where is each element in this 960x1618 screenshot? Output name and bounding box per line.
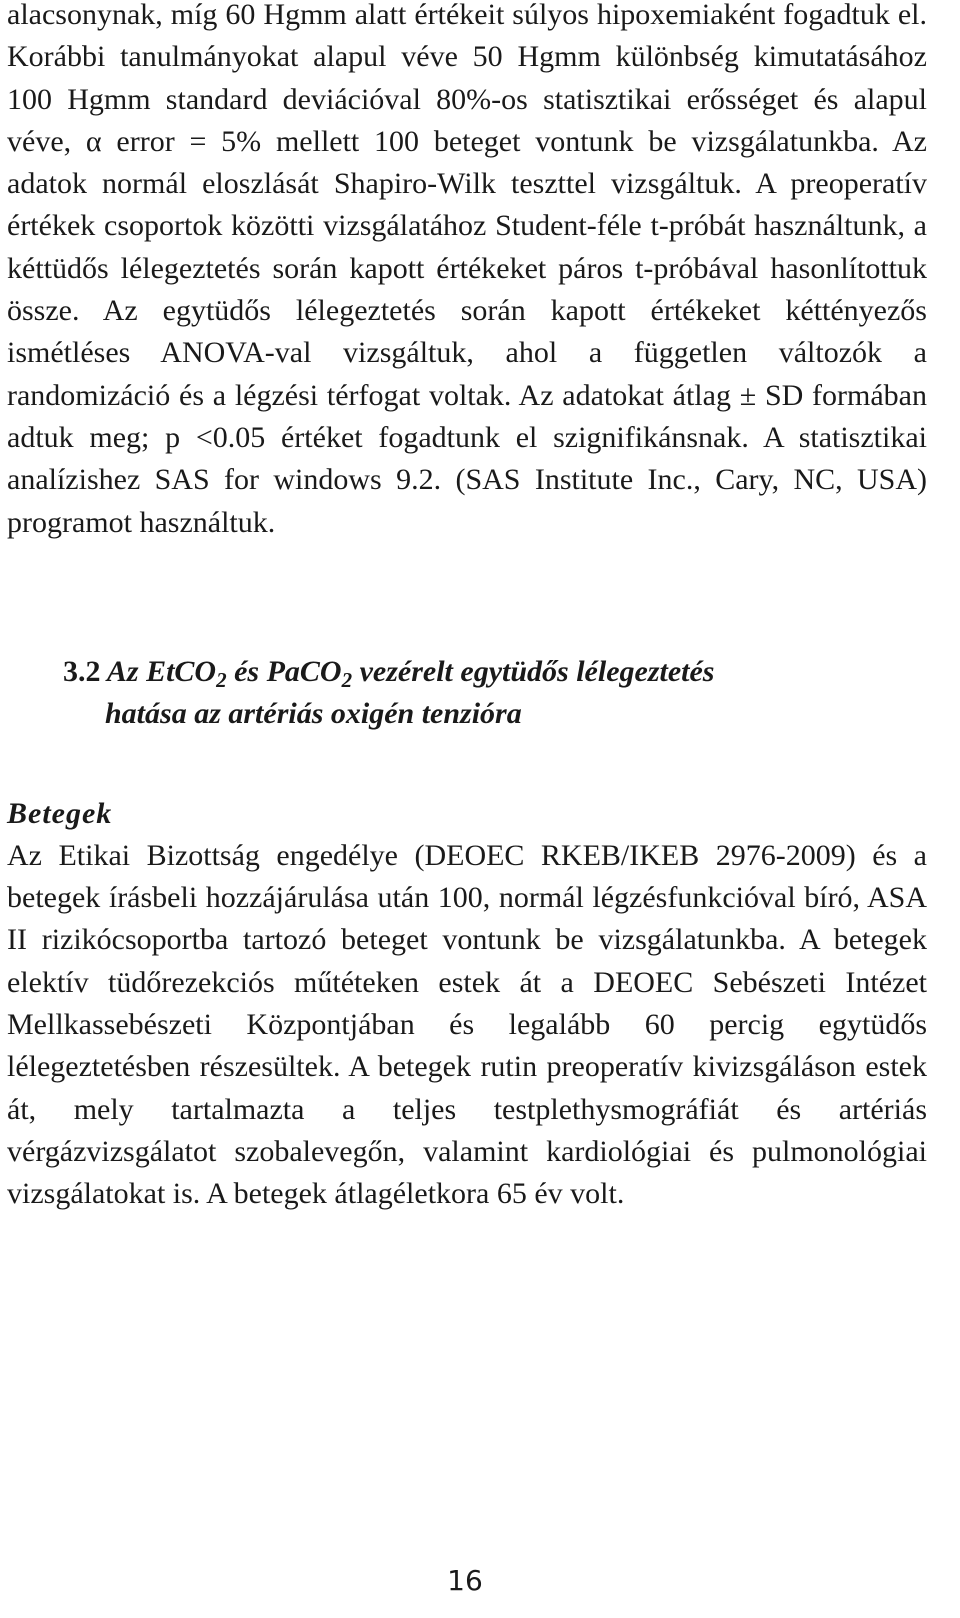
document-page bbox=[7, 0, 927, 1216]
heading-line-2: hatása az artériás oxigén tenzióra bbox=[105, 696, 522, 730]
heading-part-1: Az EtCO bbox=[106, 654, 217, 688]
section-number: 3.2 bbox=[63, 654, 101, 688]
patients-paragraph: Az Etikai Bizottság engedélye (DEOEC RKEB/IKEB 2976-2009) és a betegek írásbeli hozzájárulása után 100, normál légzésfunkcióval bíró, ASA II rizikócsoportba tartozó beteget vontunk be vizsgálatunkba. A betegek elektív tüdőrezekciós műtéteken estek át a DEOEC Sebészeti Intézet Mellkassebészeti Központjában és legalább 60 percig egytüdős lélegeztetésben részesültek. A betegek rutin preoperatív kivizsgáláson estek át, mely tartalmazta a teljes testplethysmográfiát és artériás vérgázvizsgálatot szobalevegőn, valamint kardiológiai és pulmonológiai vizsgálatokat is. A betegek átlagéletkora 65 év volt. bbox=[7, 838, 927, 1211]
methods-statistics-paragraph: alacsonynak, míg 60 Hgmm alatt értékeit súlyos hipoxemiaként fogadtuk el. Korábbi tanulmányokat alapul véve 50 Hgmm különbség kimutatásához 100 Hgmm standard deviációval 80%-os statisztikai erősséget és alapul véve, α error = 5% mellett 100 beteget vontunk be vizsgálatunkba. Az adatok normál eloszlását Shapiro-Wilk teszttel vizsgáltuk. A preoperatív értékek csoportok közötti vizsgálatához Student-féle t-próbát használtunk, a kéttüdős lélegeztetés során kapott értékeket páros t-próbával hasonlítottuk össze. Az egytüdős lélegeztetés során kapott értékeket kéttényezős ismétléses ANOVA-val vizsgáltuk, ahol a független változók a randomizáció és a légzési térfogat voltak. Az adatokat átlag ± SD formában adtuk meg; p <0.05 értéket fogadtunk el szignifikánsnak. A statisztikai analízishez SAS for windows 9.2. (SAS Institute Inc., Cary, NC, USA) programot használtuk. bbox=[7, 0, 927, 539]
heading-subscript-2: 2 bbox=[341, 667, 353, 692]
page-number: 16 bbox=[447, 1564, 483, 1597]
heading-part-3: vezérelt egytüdős lélegeztetés bbox=[359, 654, 715, 688]
subheading-patients: Betegek bbox=[7, 796, 113, 830]
heading-part-2: és PaCO bbox=[234, 654, 342, 688]
heading-subscript-1: 2 bbox=[216, 667, 227, 692]
section-heading bbox=[7, 651, 927, 735]
